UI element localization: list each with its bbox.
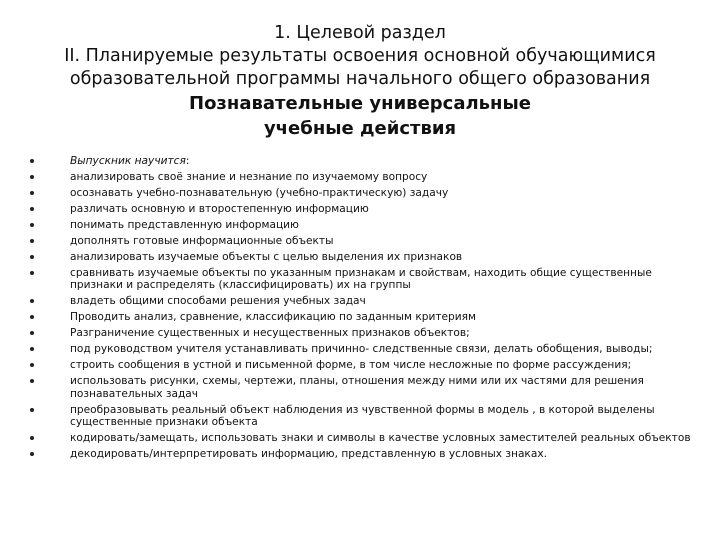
bullet-icon — [30, 207, 34, 211]
list-item — [30, 343, 706, 355]
title-line-1: 1. Целевой раздел — [274, 23, 446, 43]
list-item-text: понимать представленную информацию — [70, 219, 299, 231]
list-item-text: под руководством учителя устанавливать причинно- следственные связи, делать обобщения, выводы; — [70, 343, 653, 356]
list-item-text: использовать рисунки, схемы, чертежи, планы, отношения между ними или их частями для решения познавательных задач — [70, 375, 644, 400]
list-item-text: дополнять готовые информационные объекты — [70, 235, 334, 247]
intro-colon: : — [185, 155, 190, 167]
bullet-icon — [30, 347, 34, 351]
list-item — [30, 432, 706, 444]
list-item-text: различать основную и второстепенную информацию — [70, 203, 369, 215]
list-item — [30, 404, 706, 429]
bullet-icon — [30, 315, 34, 319]
list-item-text: Проводить анализ, сравнение, классификацию по заданным критериям — [70, 311, 476, 324]
bullet-icon — [30, 436, 34, 440]
list-item-text: Разграничение существенных и несущественных признаков объектов; — [70, 327, 470, 340]
subtitle-line-1: Познавательные универсальные — [189, 93, 531, 114]
bullet-icon — [30, 452, 34, 456]
list-item — [30, 448, 706, 460]
list-item-text: осознавать учебно-познавательную (учебно-практическую) задачу — [70, 187, 449, 199]
list-item — [30, 327, 706, 339]
list-item — [30, 219, 706, 231]
list-item — [30, 295, 706, 307]
bullet-icon — [30, 363, 34, 367]
intro-text: Выпускник научится — [70, 155, 186, 167]
slide-title — [36, 22, 684, 141]
bullet-icon — [30, 159, 34, 163]
title-line-3: образовательной программы начального общего образования — [69, 69, 651, 89]
bullet-icon — [30, 271, 34, 275]
bullet-icon — [30, 191, 34, 195]
list-item-text: анализировать своё знание и незнание по изучаемому вопросу — [70, 171, 428, 183]
title-line-2: II. Планируемые результаты освоения основной обучающимися — [64, 46, 656, 66]
list-item-text: строить сообщения в устной и письменной форме, в том числе несложные по форме рассуждения; — [70, 359, 632, 372]
bullet-icon — [30, 331, 34, 335]
bullet-icon — [30, 223, 34, 227]
bullet-icon — [30, 379, 34, 383]
list-item — [30, 267, 706, 292]
list-item — [30, 359, 706, 371]
bullet-list — [30, 155, 706, 464]
list-item — [30, 235, 706, 247]
list-item-text: владеть общими способами решения учебных задач — [70, 295, 366, 308]
subtitle-line-2: учебные действия — [263, 118, 457, 139]
list-item-intro — [30, 155, 706, 167]
list-item — [30, 171, 706, 183]
list-item — [30, 203, 706, 215]
list-item — [30, 251, 706, 263]
list-item-text: сравнивать изучаемые объекты по указанным признакам и свойствам, находить общие существенные признаки и распределять (классифицировать) их на группы — [70, 267, 652, 292]
list-item-text: декодировать/интерпретировать информацию, представленную в условных знаках. — [70, 448, 547, 461]
list-item-text: преобразовывать реальный объект наблюдения из чувственной формы в модель , в которой выделены существенные признаки объекта — [70, 403, 655, 429]
list-item-text: анализировать изучаемые объекты с целью выделения их признаков — [70, 251, 463, 263]
bullet-icon — [30, 255, 34, 259]
bullet-icon — [30, 239, 34, 243]
list-item-text: кодировать/замещать, использовать знаки и символы в качестве условных заместителей реальных объектов — [70, 432, 691, 445]
bullet-icon — [30, 299, 34, 303]
list-item — [30, 187, 706, 199]
bullet-icon — [30, 408, 34, 412]
list-item — [30, 375, 706, 400]
list-item — [30, 311, 706, 323]
bullet-icon — [30, 175, 34, 179]
